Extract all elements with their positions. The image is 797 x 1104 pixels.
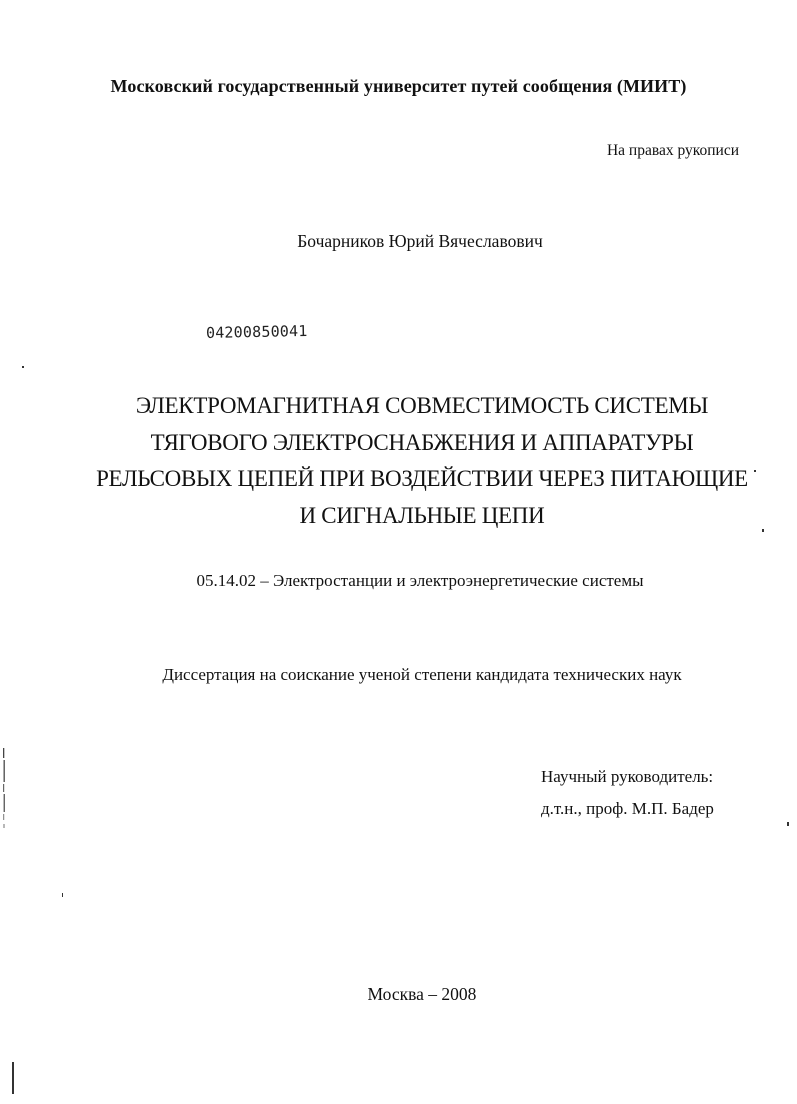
author-name: Бочарников Юрий Вячеславович <box>297 231 543 251</box>
title-line: РЕЛЬСОВЫХ ЦЕПЕЙ ПРИ ВОЗДЕЙСТВИИ ЧЕРЕЗ ПИТАЮЩИЕ <box>96 466 748 491</box>
scan-edge-mark <box>12 1062 14 1094</box>
degree-statement: Диссертация на соискание ученой степени кандидата технических наук <box>162 665 682 684</box>
scan-speck <box>62 893 63 897</box>
title-line: ЭЛЕКТРОМАГНИТНАЯ СОВМЕСТИМОСТЬ СИСТЕМЫ <box>135 393 709 418</box>
title-line: ТЯГОВОГО ЭЛЕКТРОСНАБЖЕНИЯ И АППАРАТУРЫ <box>150 429 694 455</box>
city-year: Москва – 2008 <box>367 984 477 1004</box>
catalog-number-stamp: 04200850041 <box>205 321 308 342</box>
specialty-code: 05.14.02 – Электростанции и электроэнергетические системы <box>196 571 644 590</box>
manuscript-note: На правах рукописи <box>606 142 739 159</box>
scan-binding-mark <box>2 748 6 840</box>
supervisor-name: д.т.н., проф. М.П. Бадер <box>541 799 714 818</box>
dissertation-title <box>0 388 797 534</box>
scan-speck <box>22 366 24 368</box>
university-name: Московский государственный университет путей сообщения (МИИТ) <box>110 76 687 96</box>
scan-speck <box>787 822 789 826</box>
title-line: И СИГНАЛЬНЫЕ ЦЕПИ <box>299 502 545 528</box>
supervisor-label: Научный руководитель: <box>541 767 714 786</box>
scan-speck <box>754 470 756 472</box>
scan-speck <box>762 529 764 532</box>
supervisor-block <box>541 761 714 825</box>
